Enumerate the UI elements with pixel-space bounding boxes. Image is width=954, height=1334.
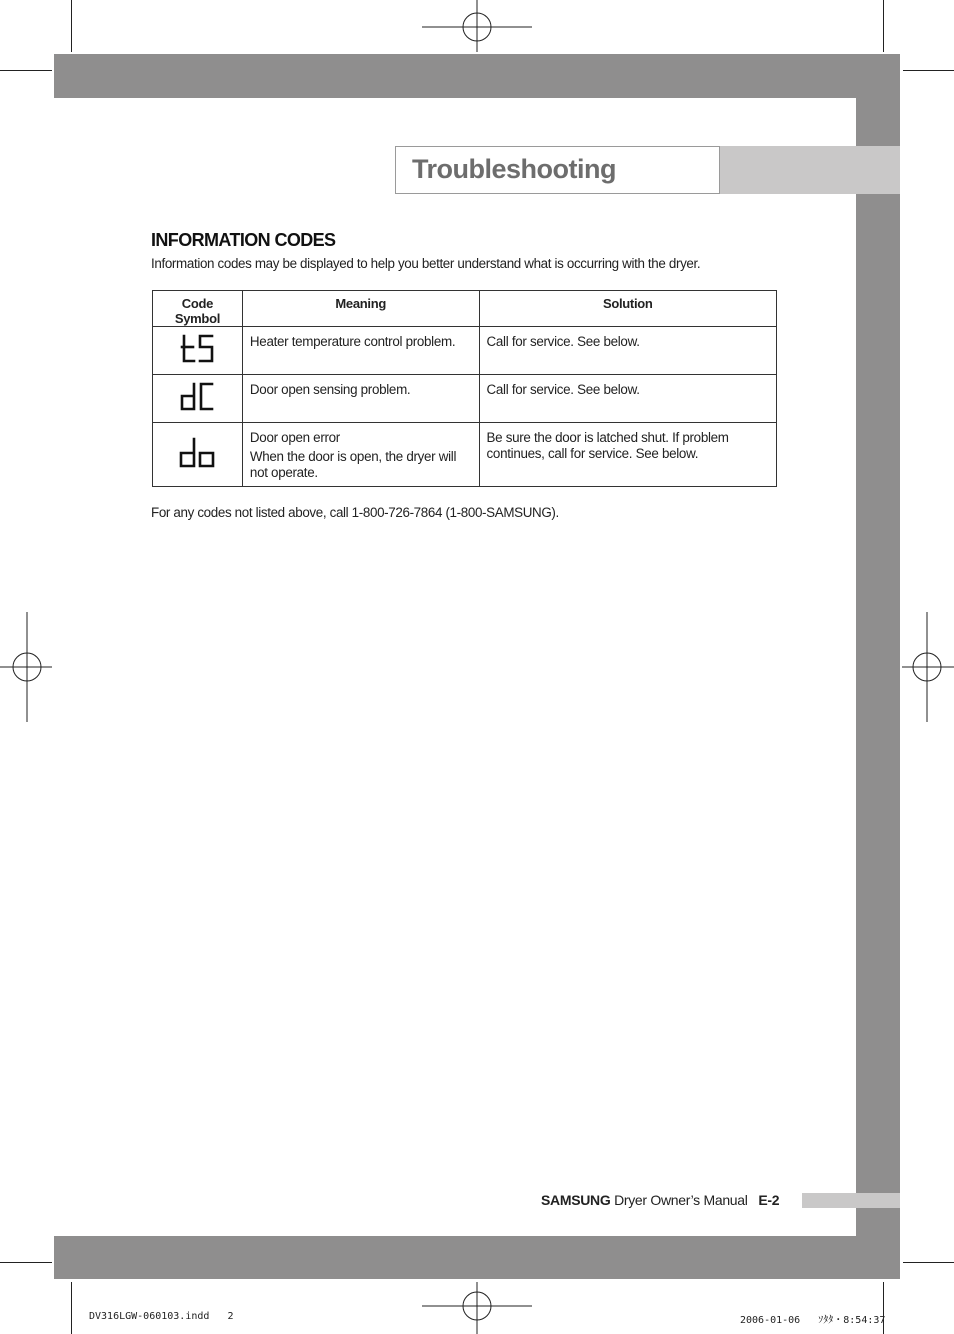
registration-mark-bottom-icon xyxy=(422,1282,532,1334)
slug-timestamp: 2006-01-06 ｿﾀﾀ・8:54:37 xyxy=(740,1315,886,1326)
display-code-dc-icon xyxy=(179,381,215,413)
table-header-row xyxy=(153,291,777,327)
header-solution: Solution xyxy=(479,291,776,327)
left-band-top xyxy=(54,54,70,98)
footer-manual-title: Dryer Owner’s Manual xyxy=(614,1192,748,1208)
code-symbol-cell xyxy=(153,375,243,423)
solution-cell: Be sure the door is latched shut. If problem continues, call for service. See below. xyxy=(479,423,776,487)
right-band xyxy=(856,54,900,1279)
display-code-do-icon xyxy=(178,436,216,470)
page-number: E-2 xyxy=(758,1192,780,1208)
header-code-symbol: Code Symbol xyxy=(153,291,243,327)
slug-file: DV316LGW-060103.indd 2 xyxy=(89,1311,234,1322)
table-row xyxy=(153,375,777,423)
registration-mark-left-icon xyxy=(0,612,52,722)
meaning-cell: Door open sensing problem. xyxy=(242,375,479,423)
table-row xyxy=(153,327,777,375)
header-meaning: Meaning xyxy=(242,291,479,327)
meaning-cell: Heater temperature control problem. xyxy=(242,327,479,375)
solution-cell: Call for service. See below. xyxy=(479,327,776,375)
meaning-cell: Door open error When the door is open, the dryer will not operate. xyxy=(242,423,479,487)
page-footer xyxy=(541,1192,779,1208)
code-symbol-cell xyxy=(153,423,243,487)
title-tab xyxy=(720,146,900,194)
registration-mark-top-icon xyxy=(422,0,532,52)
solution-cell: Call for service. See below. xyxy=(479,375,776,423)
page-title: Troubleshooting xyxy=(412,154,616,184)
top-band xyxy=(54,54,900,98)
info-codes-table xyxy=(152,290,777,487)
bottom-band xyxy=(54,1236,900,1279)
table-row xyxy=(153,423,777,487)
registration-mark-right-icon xyxy=(902,612,954,722)
service-note: For any codes not listed above, call 1-800-726-7864 (1-800-SAMSUNG). xyxy=(151,505,559,520)
section-intro: Information codes may be displayed to help you better understand what is occurring with the dryer. xyxy=(151,256,701,271)
footer-brand: SAMSUNG xyxy=(541,1192,611,1208)
code-symbol-cell xyxy=(153,327,243,375)
page-title-box xyxy=(395,146,720,194)
footer-tab xyxy=(802,1193,900,1208)
display-code-ts-icon xyxy=(179,333,215,365)
section-title: INFORMATION CODES xyxy=(151,230,336,250)
